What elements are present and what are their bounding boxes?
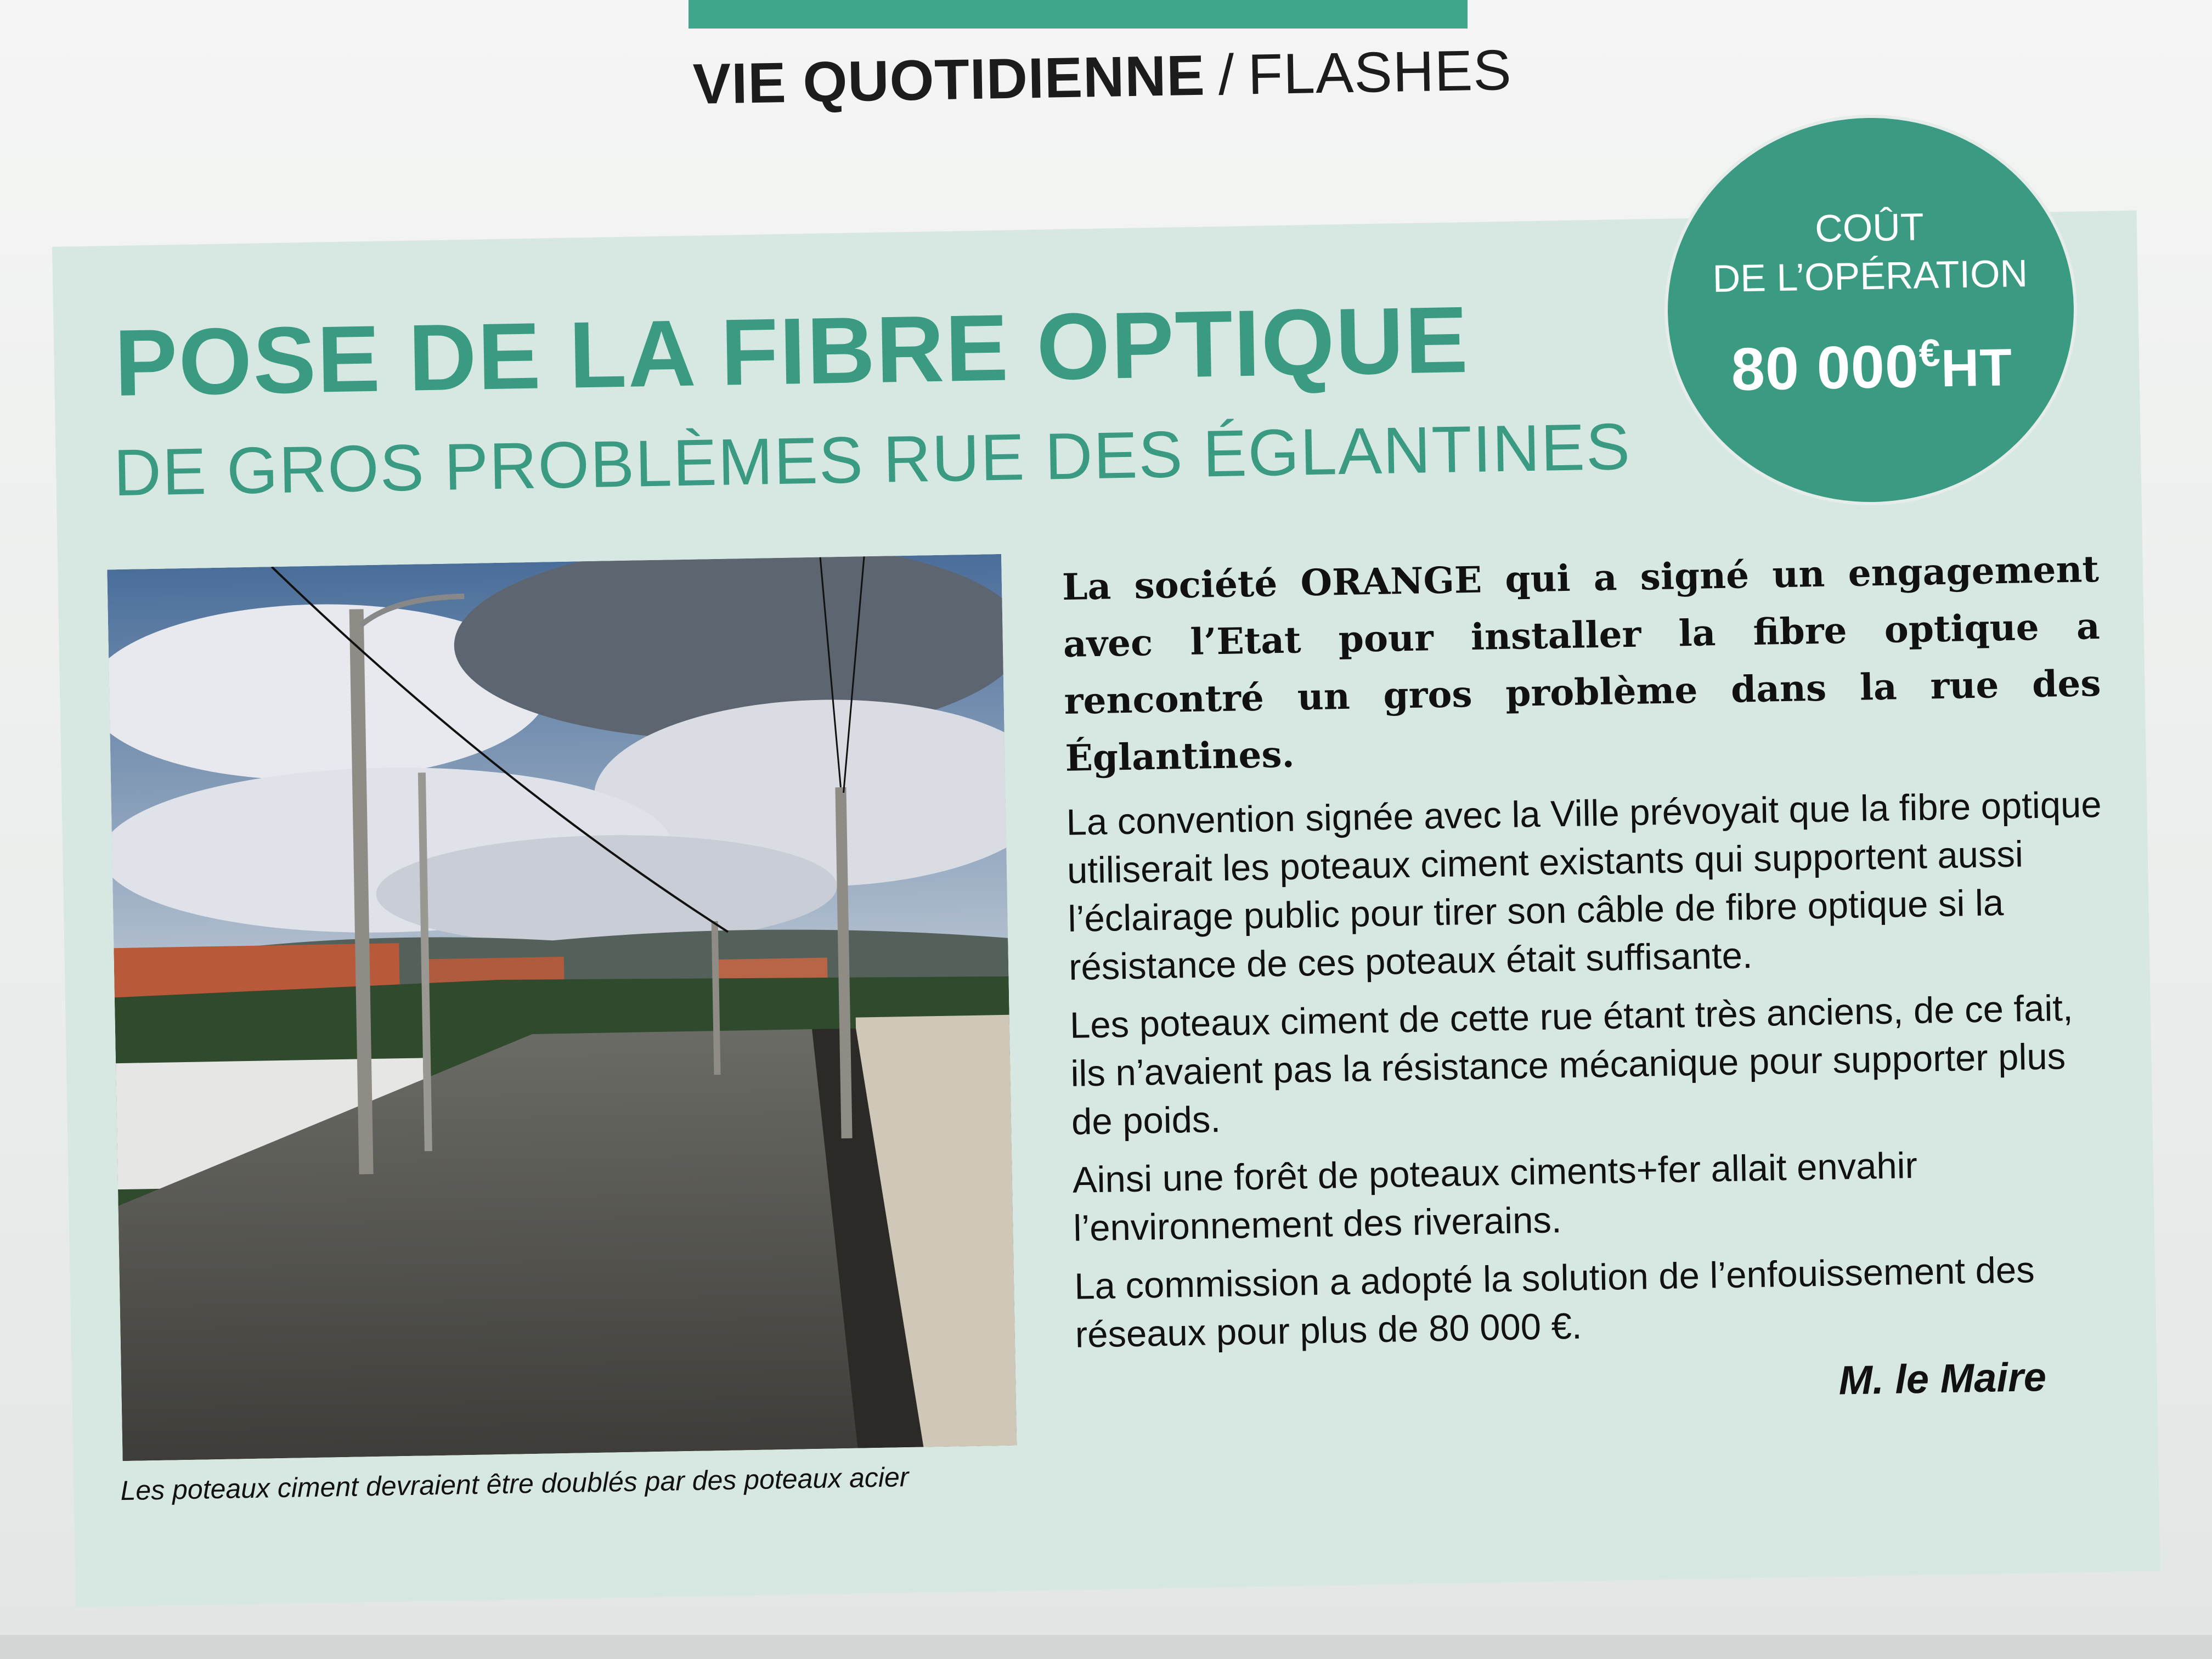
section-color-bar xyxy=(689,0,1468,29)
signature: M. le Maire xyxy=(1838,1353,2047,1403)
subsection-name: FLASHES xyxy=(1247,38,1513,107)
article-subtitle: DE GROS PROBLÈMES RUE DES ÉGLANTINES xyxy=(113,409,1632,510)
body-paragraph: Ainsi une forêt de poteaux ciments+fer allait envahir l’environnement des riverains. xyxy=(1072,1144,1918,1249)
article-body xyxy=(1062,540,2113,1369)
section-name: VIE QUOTIDIENNE xyxy=(692,43,1206,116)
body-paragraph: La commission a adopté la solution de l’enfouissement des réseaux pour plus de 80 000 €. xyxy=(1074,1249,2035,1356)
cost-amount xyxy=(1668,329,2075,406)
cost-currency: € xyxy=(1918,331,1942,375)
body-paragraph: Les poteaux ciment de cette rue étant très anciens, de ce fait, ils n’avaient pas la résistance mécanique pour supporter plus de poids. xyxy=(1069,987,2074,1143)
photo-caption: Les poteaux ciment devraient être doublés par des poteaux acier xyxy=(120,1462,909,1506)
header-separator: / xyxy=(1217,43,1235,108)
cost-label-line1: COÛT xyxy=(1814,205,1925,250)
lead-paragraph: La société ORANGE qui a signé un engagement avec l’Etat pour installer la fibre optique a rencontré un gros problème dans la rue des Églantines. xyxy=(1062,547,2102,780)
body-paragraph: La convention signée avec la Ville prévoyait que la fibre optique utiliserait les poteaux ciment existants qui supportent aussi l’éclairage public pour tirer son câble de fibre optique si la résistance de ces poteaux était suffisante. xyxy=(1065,783,2102,988)
article-title: POSE DE LA FIBRE OPTIQUE xyxy=(114,286,1470,416)
cost-amount-value: 80 000 xyxy=(1730,332,1920,404)
cost-suffix: HT xyxy=(1940,338,2013,398)
page-bottom-edge xyxy=(0,1635,2212,1659)
street-photo xyxy=(107,554,1017,1461)
cost-label-line2: DE L’OPÉRATION xyxy=(1712,252,2028,301)
section-header xyxy=(692,38,1513,134)
